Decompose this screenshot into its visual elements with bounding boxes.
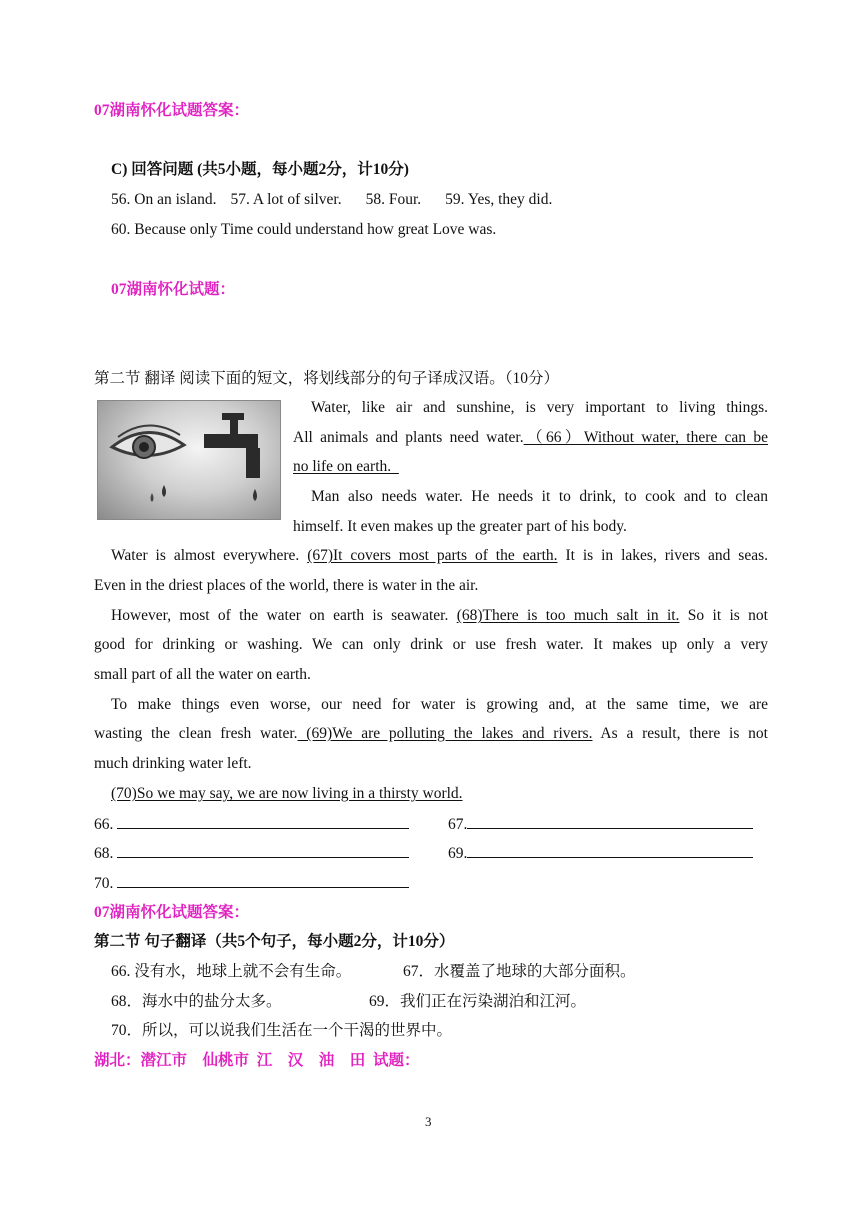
blank-line-66[interactable] — [117, 814, 409, 829]
blank-label-68: 68. — [94, 845, 114, 862]
blank-line-69[interactable] — [467, 843, 753, 858]
para5-text-b: As a result, there is not — [592, 725, 768, 742]
para4-text-b: So it is not — [679, 607, 768, 624]
answer-60: 60. Because only Time could understand how great Love was. — [111, 221, 497, 238]
eye-and-faucet-icon — [97, 400, 281, 520]
answer-69: 69．我们正在污染湖泊和江河。 — [369, 993, 587, 1010]
answer-blank-67[interactable] — [448, 814, 753, 835]
answers-row-1 — [111, 190, 552, 210]
sub-heading-questions: C) 回答问题 (共5小题，每小题2分，计10分) — [111, 161, 409, 178]
page-number: 3 — [425, 1114, 432, 1129]
answer-58: 58. Four. — [365, 191, 422, 208]
sub-heading-translation: 第二节 句子翻译（共5个句子，每小题2分，计10分） — [94, 933, 455, 950]
para1-text: All animals and plants need water. — [293, 429, 524, 446]
para5-line2 — [94, 724, 768, 744]
answer-68: 68．海水中的盐分太多。 — [111, 993, 282, 1010]
answer-66: 66. 没有水，地球上就不会有生命。 — [111, 963, 352, 980]
para3-text-b: It is in lakes, rivers and seas. — [557, 547, 769, 564]
answer-blank-70[interactable] — [94, 873, 409, 894]
para3-text-a: Water is almost everywhere. — [111, 547, 308, 564]
para2-line2: himself. It even makes up the greater part of his body. — [293, 518, 627, 535]
para4-line3: small part of all the water on earth. — [94, 666, 311, 683]
para4-line2: good for drinking or washing. We can only drink or use fresh water. It makes up only a very — [94, 636, 768, 653]
para2-line1: Man also needs water. He needs it to drink, to cook and to clean — [311, 488, 768, 505]
answer-70: 70．所以，可以说我们生活在一个干渴的世界中。 — [111, 1022, 453, 1039]
translation-instruction: 第二节 翻译 阅读下面的短文，将划线部分的句子译成汉语。（10分） — [94, 370, 560, 387]
para3-line2: Even in the driest places of the world, there is water in the air. — [94, 577, 479, 594]
sentence-66: （66）Without water, there can be — [523, 429, 768, 446]
section-heading-answers-1: 07湖南怀化试题答案： — [94, 102, 250, 119]
para3-line1 — [111, 546, 768, 566]
para6-line — [111, 784, 463, 804]
answer-67: 67．水覆盖了地球的大部分面积。 — [403, 963, 636, 980]
para5-text-a: wasting the clean fresh water. — [94, 725, 298, 742]
answer-blank-68[interactable] — [94, 843, 409, 864]
answer-59: 59. Yes, they did. — [445, 191, 553, 208]
sentence-66-end: no life on earth. — [293, 458, 399, 475]
sentence-69: (69)We are polluting the lakes and rivers. — [297, 725, 593, 742]
blank-line-67[interactable] — [467, 814, 753, 829]
section-heading-hubei: 湖北：潜江市 仙桃市 江 汉 油 田 试题： — [94, 1052, 420, 1069]
para4-line1 — [111, 606, 768, 626]
sentence-70: (70)So we may say, we are now living in a thirsty world. — [111, 785, 463, 802]
blank-label-70: 70. — [94, 875, 114, 892]
blank-line-68[interactable] — [117, 843, 409, 858]
para5-line1: To make things even worse, our need for water is growing and, at the same time, we are — [111, 696, 768, 713]
answer-blank-66[interactable] — [94, 814, 409, 835]
sentence-68: (68)There is too much salt in it. — [456, 607, 680, 624]
blank-label-69: 69. — [448, 845, 468, 862]
para4-text-a: However, most of the water on earth is seawater. — [111, 607, 457, 624]
para1-line3 — [293, 457, 399, 477]
answer-56: 56. On an island. — [111, 191, 217, 208]
section-heading-answers-2: 07湖南怀化试题答案： — [94, 904, 250, 921]
section-heading-questions: 07湖南怀化试题： — [111, 281, 236, 298]
blank-line-70[interactable] — [117, 873, 409, 888]
answer-blank-69[interactable] — [448, 843, 753, 864]
answer-57: 57. A lot of silver. — [230, 191, 342, 208]
blank-label-66: 66. — [94, 816, 114, 833]
blank-label-67: 67. — [448, 816, 468, 833]
para1-line1: Water, like air and sunshine, is very important to living things. — [311, 399, 768, 416]
para5-line3: much drinking water left. — [94, 755, 252, 772]
sentence-67: (67)It covers most parts of the earth. — [307, 547, 558, 564]
para1-line2 — [293, 428, 768, 448]
